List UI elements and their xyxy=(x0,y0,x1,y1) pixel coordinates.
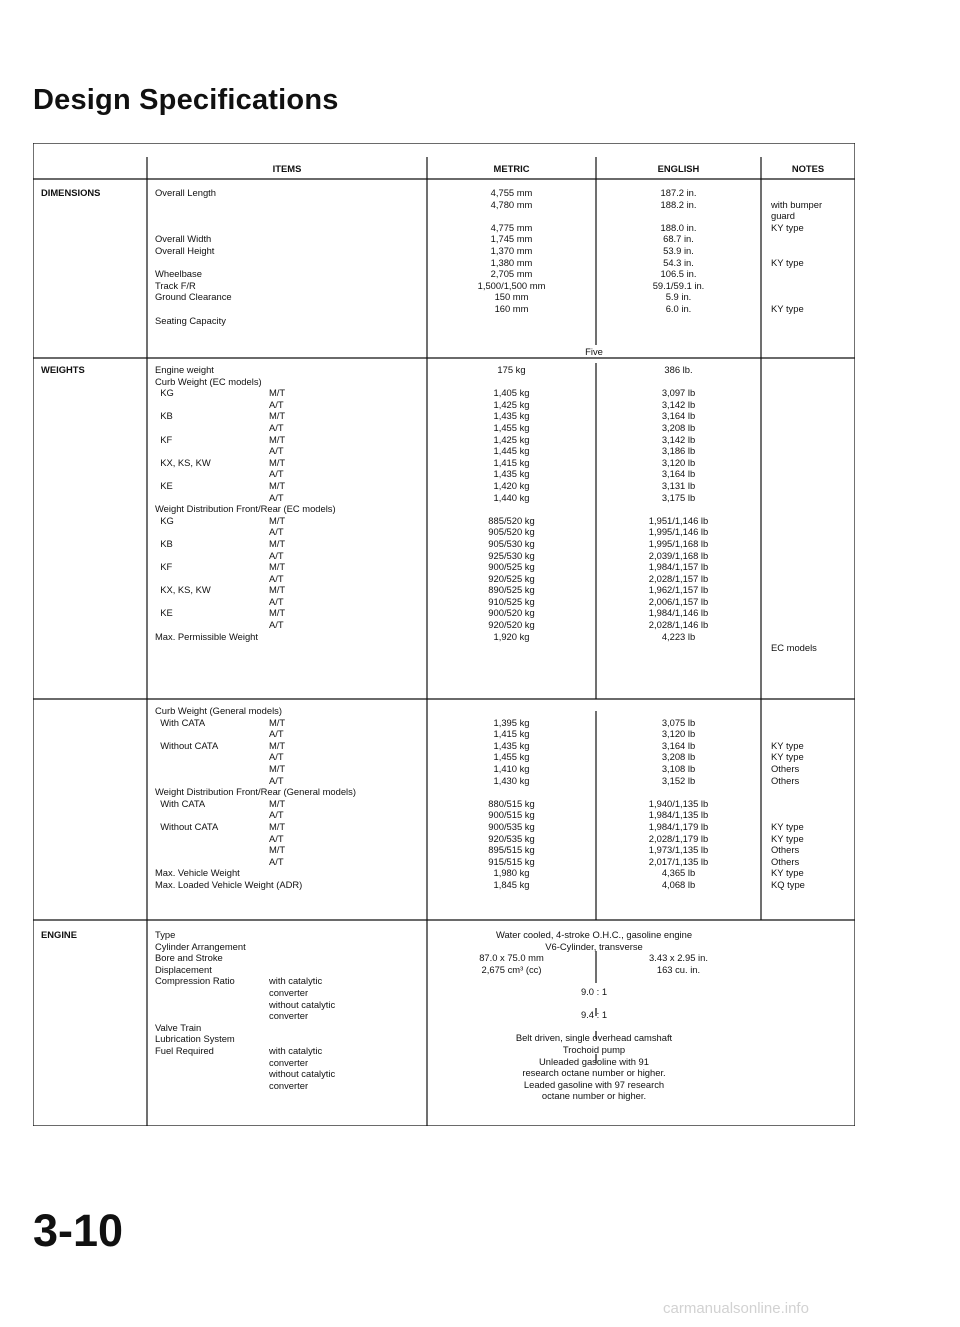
engine-displacement-english: 163 cu. in. xyxy=(656,964,701,975)
weights-ec-notes: EC models xyxy=(771,642,817,654)
engine-bore-english: 3.43 x 2.95 in. xyxy=(649,952,708,963)
watermark-text: carmanualsonline.info xyxy=(663,1300,809,1317)
header-notes: NOTES xyxy=(791,163,825,174)
weights-ec-transmission: M/T A/T M/T A/T M/T A/T M/T A/T M/T A/T M/T A/T M/T A/T M/T A/T M/T A/T M/T A/T xyxy=(269,387,286,631)
category-engine: ENGINE xyxy=(41,929,77,940)
engine-compression-valve-fuel: 9.0 : 1 9.4 : 1 Belt driven, single overhead camshaft Trochoid pump Unleaded gasoline with 91 research octane number or higher. Leaded gasoline with 97 research octane number or higher. xyxy=(515,986,673,1102)
dimensions-notes: with bumper guard KY type KY type KY type xyxy=(771,198,823,314)
engine-displacement-metric: 2,675 cm³ (cc) xyxy=(481,964,542,975)
weights-general-transmission: M/T A/T M/T A/T M/T A/T M/T A/T M/T A/T M/T A/T xyxy=(269,716,286,867)
weights-ec-items: Engine weight Curb Weight (EC models) KG KB KF KX, KS, KW KE Weight Distribution Front/Rear (EC models) KG KB KF KX, KS, KW KE Max. Permissible Weight xyxy=(155,364,336,642)
category-weights: WEIGHTS xyxy=(41,364,85,375)
weights-general-notes: KY type KY type Others Others KY type KY type Others Others KY type KQ type xyxy=(771,739,805,890)
dimensions-seating-capacity: Five xyxy=(585,346,603,357)
weights-ec-english: 386 lb. 3,097 lb 3,142 lb 3,164 lb 3,208 lb 3,142 lb 3,186 lb 3,120 lb 3,164 lb 3,131 lb 3,175 lb 1,951/1,146 lb 1,995/1,146 lb 1,995/1,168 lb 2,039/1,168 lb 1,984/1,157 lb 2,028/1,157 lb 1,962/1,157 lb 2,006/1,157 lb 1,984/1,146 lb 2,028/1,146 lb 4,223 lb xyxy=(648,364,709,642)
engine-items-sub: with catalytic converter without catalytic converter with catalytic converter without catalytic converter xyxy=(269,975,336,1091)
engine-type-arrangement: Water cooled, 4-stroke O.H.C., gasoline engine V6-Cylinder, transverse xyxy=(495,929,693,952)
weights-general-metric: 1,395 kg 1,415 kg 1,435 kg 1,455 kg 1,410 kg 1,430 kg 880/515 kg 900/515 kg 900/535 kg 920/535 kg 895/515 kg 915/515 kg 1,980 kg 1,845 kg xyxy=(488,716,535,890)
weights-general-items: Curb Weight (General models) With CATA Without CATA Weight Distribution Front/Rear (General models) With CATA Without CATA Max. Vehicle Weight Max. Loaded Vehicle Weight (ADR) xyxy=(155,705,356,890)
page-number: 3-10 xyxy=(33,1205,124,1256)
design-specifications-table xyxy=(33,143,855,1126)
engine-items: Type Cylinder Arrangement Bore and Stroke Displacement Compression Ratio Valve Train Lubrication System Fuel Required xyxy=(155,929,246,1056)
weights-ec-metric: 175 kg 1,405 kg 1,425 kg 1,435 kg 1,455 kg 1,425 kg 1,445 kg 1,415 kg 1,435 kg 1,420 kg 1,440 kg 885/520 kg 905/520 kg 905/530 kg 925/530 kg 900/525 kg 920/525 kg 890/525 kg 910/525 kg 900/520 kg 920/520 kg 1,920 kg xyxy=(488,364,535,642)
engine-bore-metric: 87.0 x 75.0 mm xyxy=(479,952,544,963)
weights-general-english: 3,075 lb 3,120 lb 3,164 lb 3,208 lb 3,108 lb 3,152 lb 1,940/1,135 lb 1,984/1,135 lb 1,984/1,179 lb 2,028/1,179 lb 1,973/1,135 lb 2,017/1,135 lb 4,365 lb 4,068 lb xyxy=(648,716,709,890)
page-title: Design Specifications xyxy=(33,84,339,116)
dimensions-english: 187.2 in. 188.2 in. 188.0 in. 68.7 in. 53.9 in. 54.3 in. 106.5 in. 59.1/59.1 in. 5.9 in. 6.0 in. xyxy=(652,187,705,314)
dimensions-items: Overall Length Overall Width Overall Height Wheelbase Track F/R Ground Clearance Seating Capacity xyxy=(155,187,232,326)
dimensions-metric: 4,755 mm 4,780 mm 4,775 mm 1,745 mm 1,370 mm 1,380 mm 2,705 mm 1,500/1,500 mm 150 mm 160 mm xyxy=(477,187,546,314)
header-items: ITEMS xyxy=(272,163,302,174)
header-english: ENGLISH xyxy=(657,163,700,174)
category-dimensions: DIMENSIONS xyxy=(41,187,101,198)
header-metric: METRIC xyxy=(493,163,530,174)
